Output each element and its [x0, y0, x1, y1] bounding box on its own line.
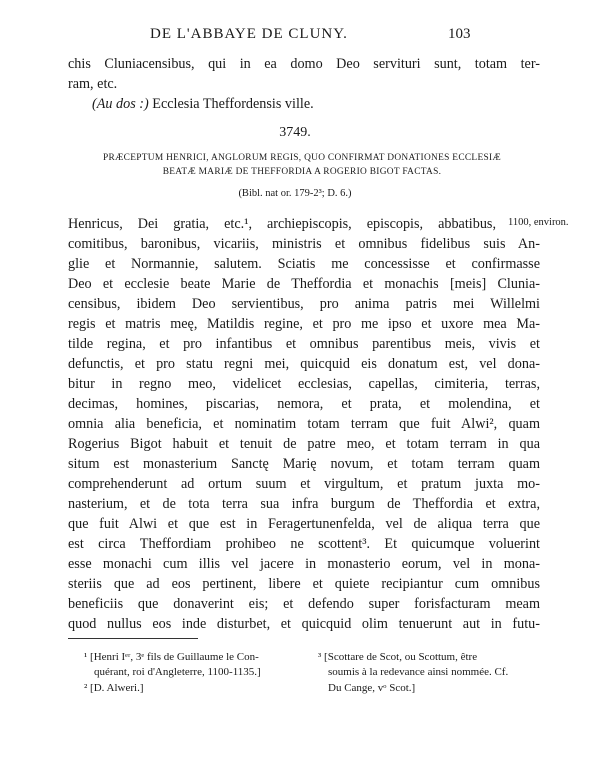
charter-line: defunctis, et pro statu regni mei, quicquid eis donatum est, vel dona-	[68, 356, 540, 372]
footnote-2: ² [D. Alweri.]	[84, 682, 144, 694]
margin-date: 1100, environ.	[508, 217, 569, 228]
footnote-3-line-3: Du Cange, vᵒ Scot.]	[328, 682, 416, 694]
footnote-1-line-2: quérant, roi d'Angleterre, 1100-1135.]	[94, 666, 261, 678]
charter-line: tilde regina, et pro infantibus et omnibus parentibus meis, vivis et	[68, 336, 540, 352]
dorse-text: Ecclesia Theffordensis ville.	[148, 96, 314, 112]
charter-line: omnia alia beneficia, et nominatim totam terram que fuit Alwi², quam	[68, 416, 540, 432]
charter-line: situm est monasterium Sanctę Marię novum, et totam terram quam	[68, 456, 540, 472]
charter-source: (Bibl. nat or. 179-2³; D. 6.)	[238, 188, 352, 199]
charter-line: que fuit Alwi et que est in Feragertunenfelda, vel de aliqua terra que	[68, 516, 540, 532]
charter-line: beneficiis que donaverint eis; et defendo super forisfacturam meam	[68, 596, 540, 612]
dorse-label: (Au dos :)	[92, 96, 149, 112]
charter-line: decimas, homines, piscarias, nemora, et prata, et molendina, et	[68, 396, 540, 412]
charter-line: quod nullus eos inde disturbet, et quicquid olim tenuerunt aut in futu-	[68, 616, 540, 632]
charter-line: comprehenderunt ad ortum suum et virgultum, et pratum juxta mo-	[68, 476, 540, 492]
charter-line: regis et matris meę, Matildis regine, et pro me ipso et uxore mea Ma-	[68, 316, 540, 332]
footnote-1-line-1: ¹ [Henri Iᵉʳ, 3ᵉ fils de Guillaume le Con-	[84, 651, 259, 663]
charter-line: esse monachi cum illis vel jacere in monasterio eorum, vel in mona-	[68, 556, 540, 572]
previous-charter-line-2: ram, etc.	[68, 76, 118, 92]
charter-line: Rogerius Bigot habuit et tenuit de patre meo, et totam terram in qua	[68, 436, 540, 452]
footnote-rule	[68, 638, 198, 639]
running-head: DE L'ABBAYE DE CLUNY.	[150, 26, 348, 42]
footnote-3-line-1: ³ [Scottare de Scot, ou Scottum, être	[318, 651, 478, 663]
charter-line: est circa Theffordiam prohibeo ne scottent³. Et quicumque voluerint	[68, 536, 540, 552]
charter-number: 3749.	[279, 125, 311, 140]
page-number: 103	[448, 26, 471, 42]
footnote-3-line-2: soumis à la redevance ainsi nommée. Cf.	[328, 666, 509, 678]
charter-line: Henricus, Dei gratia, etc.¹, archiepiscopis, episcopis, abbatibus,	[68, 216, 496, 232]
charter-rubric-line-2: BEATÆ MARIÆ DE THEFFORDIA A ROGERIO BIGOT FACTAS.	[162, 167, 442, 177]
dorse-note	[92, 94, 314, 114]
charter-line: censibus, ibidem Deo servientibus, pro anima patris mei Willelmi	[68, 296, 540, 312]
charter-line: bitur in regno meo, videlicet ecclesias, capellas, cimiteria, terras,	[68, 376, 540, 392]
charter-line: glie et Normannie, salutem. Sciatis me concessisse et confirmasse	[68, 256, 540, 272]
charter-line: comitibus, baronibus, vicariis, ministris et omnibus fidelibus suis An-	[68, 236, 540, 252]
charter-line: nasterium, et de tota terra sua infra burgum de Theffordia et extra,	[68, 496, 540, 512]
charter-rubric-line-1: PRÆCEPTUM HENRICI, ANGLORUM REGIS, QUO CONFIRMAT DONATIONES ECCLESIÆ	[102, 153, 502, 163]
charter-line: Deo et ecclesie beate Marie de Theffordia et monachis [meis] Clunia-	[68, 276, 540, 292]
previous-charter-line-1: chis Cluniacensibus, qui in ea domo Deo servituri sunt, totam ter-	[68, 56, 540, 72]
charter-line: steriis que ad eos pertinent, libere et quiete recipiantur cum omnibus	[68, 576, 540, 592]
